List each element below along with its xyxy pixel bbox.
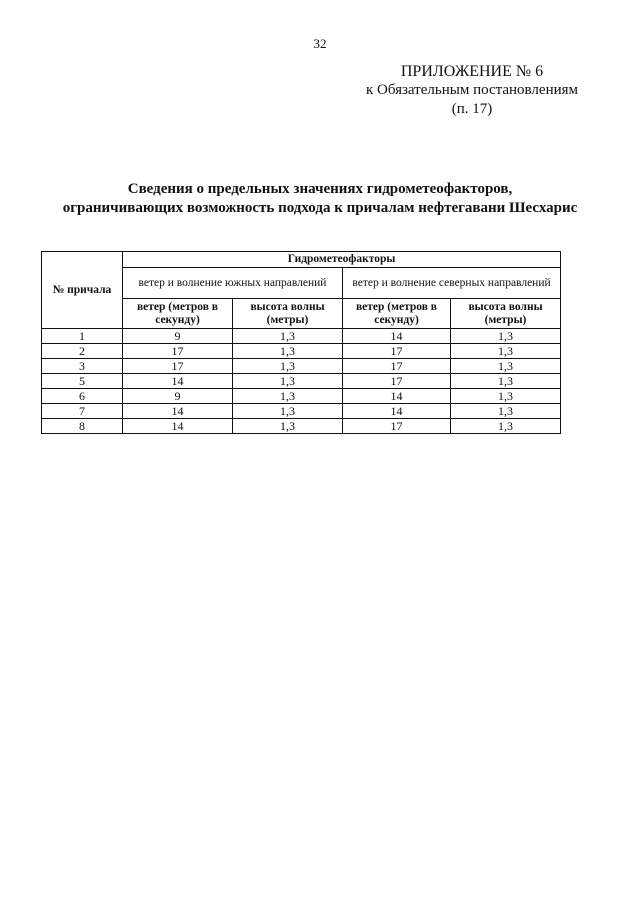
north-wind-cell: 17 (343, 359, 451, 374)
south-wave-header: высота волны (метры) (233, 299, 343, 329)
north-wave-cell: 1,3 (451, 404, 561, 419)
south-wave-cell: 1,3 (233, 419, 343, 434)
table-row (42, 359, 561, 374)
hydrometeo-factors-header: Гидрометеофакторы (123, 252, 561, 268)
north-wave-cell: 1,3 (451, 329, 561, 344)
south-wind-cell: 14 (123, 374, 233, 389)
hydrometeo-table (41, 251, 561, 434)
berth-cell: 3 (42, 359, 123, 374)
berth-cell: 8 (42, 419, 123, 434)
berth-number-header: № причала (42, 252, 123, 329)
south-wind-header: ветер (метров в секунду) (123, 299, 233, 329)
appendix-paragraph: (п. 17) (451, 101, 493, 117)
table-row (42, 344, 561, 359)
berth-cell: 1 (42, 329, 123, 344)
page-number: 32 (313, 36, 327, 51)
table-row (42, 329, 561, 344)
north-directions-header: ветер и волнение северных направлений (343, 268, 561, 299)
north-wind-cell: 17 (343, 374, 451, 389)
south-wave-cell: 1,3 (233, 344, 343, 359)
table-row (42, 389, 561, 404)
south-wave-cell: 1,3 (233, 404, 343, 419)
south-wind-cell: 14 (123, 404, 233, 419)
south-wind-cell: 9 (123, 329, 233, 344)
north-wind-cell: 14 (343, 329, 451, 344)
berth-cell: 6 (42, 389, 123, 404)
south-wind-cell: 14 (123, 419, 233, 434)
table-row (42, 374, 561, 389)
appendix-block (342, 62, 602, 119)
north-wave-cell: 1,3 (451, 419, 561, 434)
north-wind-header: ветер (метров в секунду) (343, 299, 451, 329)
berth-cell: 2 (42, 344, 123, 359)
north-wave-header: высота волны (метры) (451, 299, 561, 329)
heading-line-1: Сведения о предельных значениях гидрометеофакторов, (127, 181, 513, 197)
north-wind-cell: 14 (343, 404, 451, 419)
heading-line-2: ограничивающих возможность подхода к причалам нефтегавани Шесхарис (62, 200, 578, 216)
south-wave-cell: 1,3 (233, 329, 343, 344)
south-wave-cell: 1,3 (233, 374, 343, 389)
appendix-title: ПРИЛОЖЕНИЕ № 6 (400, 63, 544, 80)
north-wave-cell: 1,3 (451, 389, 561, 404)
north-wind-cell: 14 (343, 389, 451, 404)
document-heading (40, 180, 600, 218)
berth-cell: 7 (42, 404, 123, 419)
south-wind-cell: 17 (123, 359, 233, 374)
north-wave-cell: 1,3 (451, 374, 561, 389)
north-wind-cell: 17 (343, 344, 451, 359)
south-wind-cell: 9 (123, 389, 233, 404)
berth-cell: 5 (42, 374, 123, 389)
table-row (42, 419, 561, 434)
north-wave-cell: 1,3 (451, 359, 561, 374)
south-wave-cell: 1,3 (233, 389, 343, 404)
south-directions-header: ветер и волнение южных направлений (123, 268, 343, 299)
table-row (42, 404, 561, 419)
south-wave-cell: 1,3 (233, 359, 343, 374)
north-wave-cell: 1,3 (451, 344, 561, 359)
north-wind-cell: 17 (343, 419, 451, 434)
south-wind-cell: 17 (123, 344, 233, 359)
appendix-reference: к Обязательным постановлениям (365, 82, 579, 98)
